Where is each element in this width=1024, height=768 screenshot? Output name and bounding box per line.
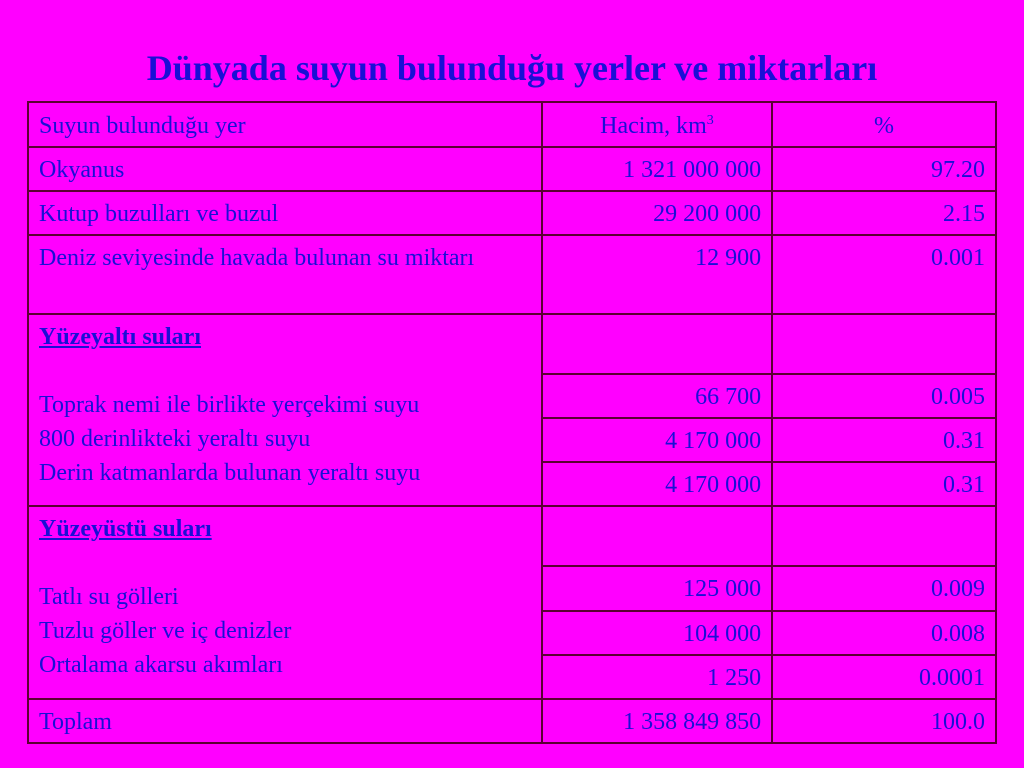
table-row xyxy=(28,235,996,313)
cell-empty xyxy=(542,314,772,374)
cell-volume: 29 200 000 xyxy=(542,191,772,235)
cell-percent: 97.20 xyxy=(772,147,996,191)
cell-percent: 0.005 xyxy=(772,374,996,418)
cell-volume: 66 700 xyxy=(542,374,772,418)
cell-empty xyxy=(772,506,996,566)
cell-percent: 2.15 xyxy=(772,191,996,235)
cell-location: Kutup buzulları ve buzul xyxy=(28,191,542,235)
header-percent: % xyxy=(772,102,996,147)
section-heading-surface: Yüzeyüstü suları xyxy=(39,516,212,543)
cell-empty xyxy=(542,506,772,566)
header-volume: Hacim, $km^3$ xyxy=(542,102,772,147)
surface-item-label: Tatlı su gölleri xyxy=(39,584,179,611)
surface-item-label: Ortalama akarsu akımları xyxy=(39,652,283,679)
cell-volume: 125 000 xyxy=(542,566,772,610)
total-row xyxy=(28,699,996,743)
section-heading-subsurface: Yüzeyaltı suları xyxy=(39,323,201,350)
cell-location: Deniz seviyesinde havada bulunan su miktarı xyxy=(28,235,542,313)
cell-location: Okyanus xyxy=(28,147,542,191)
cell-percent: 0.0001 xyxy=(772,655,996,699)
cell-volume: 1 358 849 850 xyxy=(542,699,772,743)
page-title: Dünyada suyun bulunduğu yerler ve miktarları xyxy=(146,48,878,88)
subsurface-item-label: Toprak nemi ile birlikte yerçekimi suyu xyxy=(39,391,420,418)
subsurface-item-label: 800 derinlikteki yeraltı suyu xyxy=(39,425,311,452)
surface-location-cell xyxy=(28,506,542,699)
cell-percent: 0.31 xyxy=(772,462,996,506)
cell-volume: 104 000 xyxy=(542,611,772,655)
cell-percent: 0.001 xyxy=(772,235,996,313)
cell-percent: 0.31 xyxy=(772,418,996,462)
cell-empty xyxy=(772,314,996,374)
surface-item-label: Tuzlu göller ve iç denizler xyxy=(39,618,292,645)
cell-volume: 1 250 xyxy=(542,655,772,699)
cell-volume: 12 900 xyxy=(542,235,772,313)
cell-percent: 0.008 xyxy=(772,611,996,655)
section-row-surface xyxy=(28,506,996,566)
cell-percent: 100.0 xyxy=(772,699,996,743)
section-row-subsurface xyxy=(28,314,996,374)
table-row xyxy=(28,191,996,235)
header-location: Suyun bulunduğu yer xyxy=(28,102,542,147)
cell-volume: 4 170 000 xyxy=(542,462,772,506)
subsurface-item-label: Derin katmanlarda bulunan yeraltı suyu xyxy=(39,459,421,486)
cell-volume: 1 321 000 000 xyxy=(542,147,772,191)
table-header-row xyxy=(28,102,996,147)
cell-percent: 0.009 xyxy=(772,566,996,610)
cell-volume: 4 170 000 xyxy=(542,418,772,462)
table-row xyxy=(28,147,996,191)
water-distribution-table xyxy=(27,101,997,744)
cell-location: Toplam xyxy=(28,699,542,743)
subsurface-location-cell xyxy=(28,314,542,507)
